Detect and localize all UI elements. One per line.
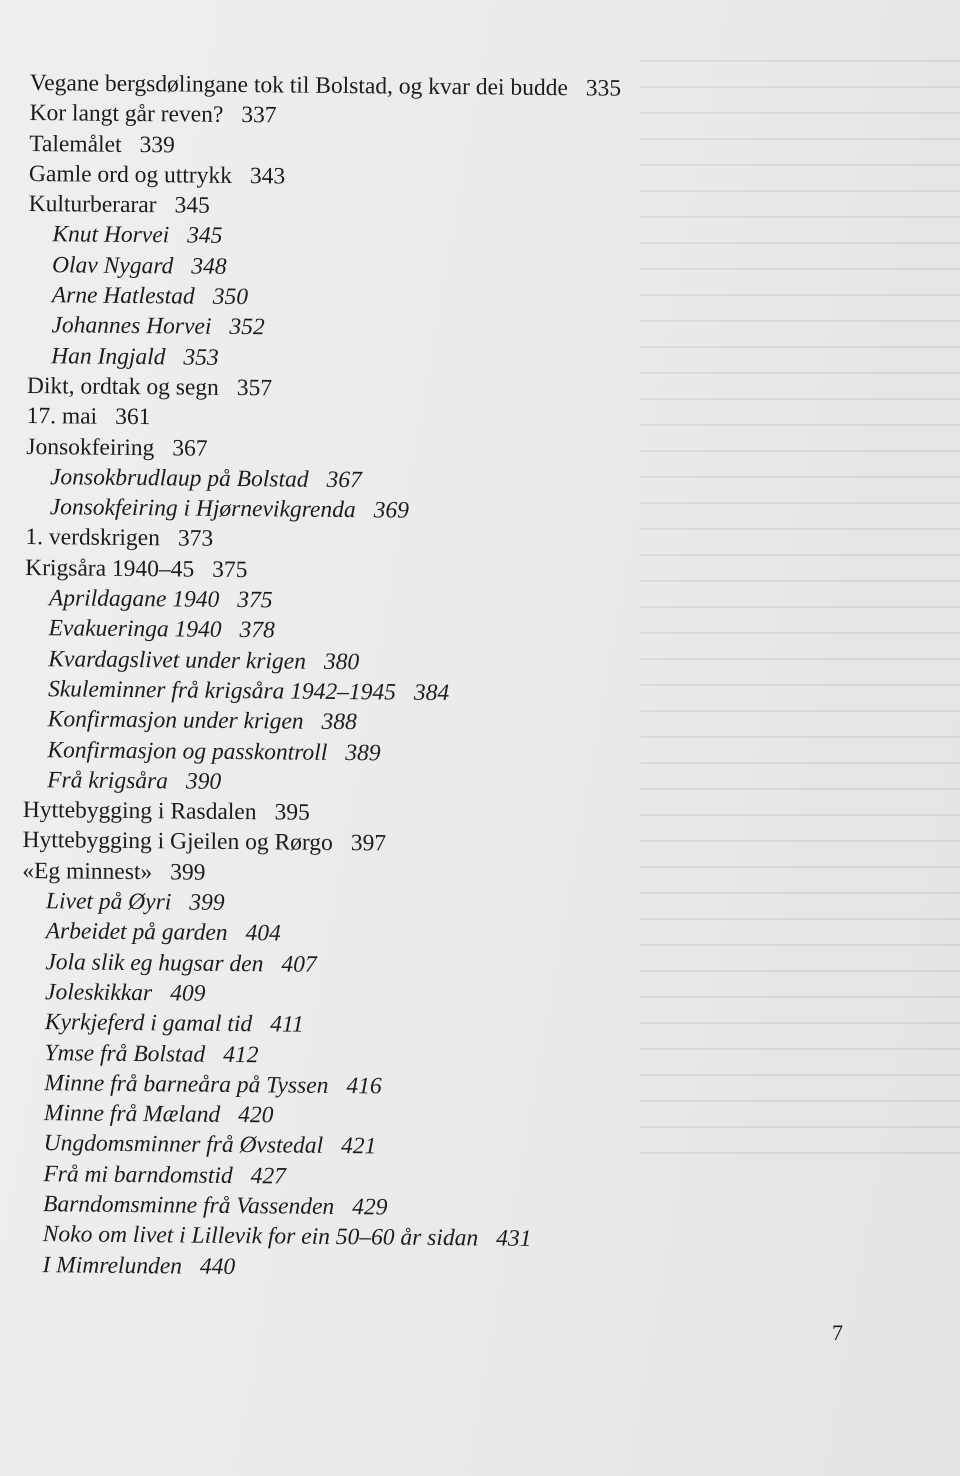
toc-entry-title: «Eg minnest» [22, 857, 153, 885]
toc-entry-title: Konfirmasjon og passkontroll [47, 736, 328, 766]
toc-entry-title: I Mimrelunden [42, 1251, 183, 1280]
toc-entry-title: Han Ingjald [51, 342, 166, 370]
toc-entry-title: Kulturberarar [28, 191, 157, 219]
toc-entry-title: Barndomsminne frå Vassenden [42, 1191, 335, 1220]
toc-entry-title: 1. verdskrigen [25, 524, 161, 552]
toc-subentry [21, 1007, 613, 1043]
toc-entry-title: Kvardagslivet under krigen [48, 645, 307, 675]
toc-entry-title: Krigsåra 1940–45 [25, 554, 195, 583]
toc-entry-page: 395 [274, 799, 310, 826]
toc-entry-title: Hyttebygging i Gjeilen og Rørgo [22, 827, 333, 857]
toc-entry-title: Arne Hatlestad [51, 282, 195, 310]
toc-entry-title: Dikt, ordtak og segn [26, 372, 219, 401]
toc-entry-title: Livet på Øyri [45, 888, 172, 916]
toc-entry-page: 431 [496, 1225, 532, 1253]
toc-entry-page: 429 [352, 1194, 388, 1221]
toc-entry-title: Arbeidet på garden [45, 918, 228, 947]
toc-entry-title: Aprildagane 1940 [48, 585, 220, 613]
toc-entry-title: Konfirmasjon under krigen [47, 706, 304, 735]
toc-entry-title: Kor langt går reven? [29, 100, 224, 129]
toc-entry-title: Jonsokfeiring i Hjørnevikgrenda [49, 494, 356, 524]
toc-entry-page: 389 [345, 739, 381, 766]
toc-entry-title: Hyttebygging i Rasdalen [22, 797, 257, 826]
toc-entry-title: Kyrkjeferd i gamal tid [44, 1009, 253, 1038]
toc-entry-page: 397 [350, 830, 387, 857]
toc-entry-page: 399 [189, 889, 225, 916]
toc-subentry [24, 704, 616, 740]
toc-entry-page: 369 [373, 497, 410, 524]
toc-entry-page: 404 [245, 920, 281, 947]
toc-entry-page: 345 [174, 192, 210, 219]
toc-entry-page: 337 [241, 102, 277, 129]
toc-entry-page: 350 [212, 283, 249, 311]
toc-entry-page: 375 [212, 556, 248, 583]
toc-entry-page: 384 [413, 679, 450, 706]
toc-entry-title: Ymse frå Bolstad [44, 1039, 206, 1068]
toc-subentry [18, 1250, 610, 1286]
toc-entry-page: 416 [346, 1072, 382, 1100]
toc-entry [27, 401, 619, 437]
page-number: 7 [832, 1320, 843, 1345]
toc-entry-page: 367 [172, 434, 208, 462]
toc-entry-page: 375 [237, 587, 273, 614]
toc-entry-page: 357 [236, 374, 273, 402]
toc-entry-title: Joleskikkar [45, 979, 153, 1007]
toc-entry-title: Noko om livet i Lillevik for ein 50–60 år sidan [42, 1221, 479, 1252]
toc-entry-page: 339 [139, 131, 175, 158]
toc-entry-page: 352 [229, 314, 265, 341]
toc-entry-title: Jonsokfeiring [26, 433, 155, 461]
toc-entry-title: Frå krigsåra [47, 767, 169, 795]
toc-entry-title: Skuleminner frå krigsåra 1942–1945 [47, 676, 397, 706]
toc-entry-page: 409 [170, 980, 206, 1007]
toc-entry-title: Minne frå Mæland [43, 1100, 221, 1128]
toc-entry-title: Talemålet [29, 130, 122, 158]
toc-entry-page: 380 [323, 648, 360, 675]
toc-entry-title: Jola slik eg hugsar den [45, 948, 264, 977]
toc-entry-page: 388 [321, 709, 357, 736]
toc-entry-page: 353 [183, 344, 219, 371]
toc-entry-title: Frå mi barndomstid [43, 1160, 233, 1189]
table-of-contents [18, 68, 621, 1285]
toc-entry-page: 378 [239, 617, 275, 644]
toc-entry-page: 440 [199, 1253, 236, 1280]
toc-entry-page: 412 [223, 1041, 259, 1068]
toc-entry-title: Gamle ord og uttrykk [28, 160, 233, 189]
toc-entry-page: 367 [326, 466, 362, 494]
toc-entry-page: 373 [177, 525, 214, 553]
toc-entry-page: 420 [238, 1102, 274, 1129]
toc-entry-title: Knut Horvei [52, 221, 170, 249]
toc-entry-title: Jonsokbrudlaup på Bolstad [49, 464, 309, 493]
toc-entry-title: Johannes Horvei [51, 312, 212, 341]
toc-entry-page: 427 [250, 1162, 287, 1190]
show-through-texture [640, 60, 960, 1160]
toc-entry-page: 348 [191, 253, 227, 280]
toc-entry-title: Ungdomsminner frå Øvstedal [43, 1130, 324, 1160]
toc-entry-title: Evakueringa 1940 [48, 615, 222, 644]
toc-entry-title: Vegane bergsdølingane tok til Bolstad, og kvar dei budde [29, 69, 568, 102]
toc-entry-page: 411 [270, 1011, 304, 1038]
toc-entry-title: Minne frå barneåra på Tyssen [44, 1069, 329, 1099]
toc-entry-page: 390 [185, 768, 222, 795]
toc-entry-page: 335 [585, 75, 622, 102]
toc-entry-page: 345 [187, 223, 223, 250]
toc-entry-title: Olav Nygard [51, 252, 174, 280]
toc-entry-page: 343 [249, 163, 286, 190]
toc-entry-page: 361 [115, 404, 151, 431]
toc-entry-page: 399 [170, 859, 206, 886]
toc-entry-title: 17. mai [26, 403, 98, 430]
toc-entry-page: 407 [281, 951, 317, 978]
toc-entry-page: 421 [340, 1133, 377, 1160]
